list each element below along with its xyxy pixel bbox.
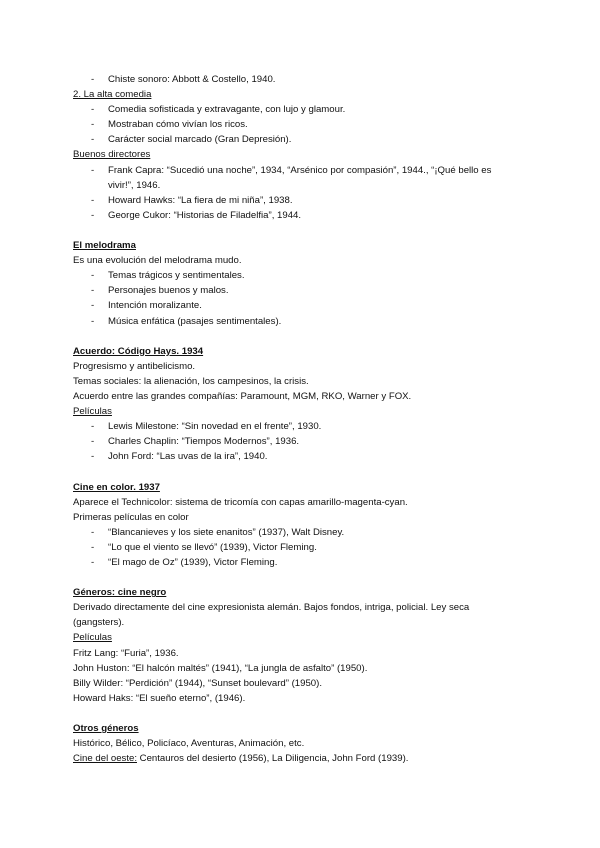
bullet-dash: - xyxy=(91,74,95,85)
subheading: Películas xyxy=(73,406,112,418)
bullet-item xyxy=(73,419,553,434)
bullet-item xyxy=(73,314,553,329)
section-heading: Géneros: cine negro xyxy=(73,587,167,599)
bullet-dash: - xyxy=(91,119,95,131)
bullet-dash: - xyxy=(91,164,95,176)
bullet-text: Carácter social marcado (Gran Depresión). xyxy=(108,134,292,146)
bullet-item xyxy=(73,163,553,193)
bullet-item xyxy=(73,449,553,464)
paragraph-line: Primeras películas en color xyxy=(73,511,189,523)
bullet-dash: - xyxy=(91,526,95,538)
bullet-text: Mostraban cómo vivían los ricos. xyxy=(108,119,248,131)
bullet-item xyxy=(73,132,553,147)
paragraph-line: Billy Wilder: “Perdición” (1944), “Sunset boulevard” (1950). xyxy=(73,677,323,689)
paragraph-line xyxy=(73,751,553,766)
bullet-text: “Lo que el viento se llevó” (1939), Victor Fleming. xyxy=(108,541,317,553)
bullet-text: Temas trágicos y sentimentales. xyxy=(108,270,245,282)
bullet-item xyxy=(73,283,553,298)
paragraph-line: Es una evolución del melodrama mudo. xyxy=(73,255,242,267)
section-heading: El melodrama xyxy=(73,240,136,252)
bullet-item xyxy=(73,102,553,117)
paragraph-line: Derivado directamente del cine expresionista alemán. Bajos fondos, intriga, policial. Ley seca xyxy=(73,602,470,614)
blank-line xyxy=(73,706,553,721)
bullet-dash: - xyxy=(91,557,95,568)
bullet-text: Chiste sonoro: Abbott & Costello, 1940. xyxy=(108,74,276,85)
bullet-dash: - xyxy=(91,285,95,297)
bullet-item xyxy=(73,298,553,313)
bullet-item xyxy=(73,555,553,570)
inline-subheading: Cine del oeste: xyxy=(73,753,137,765)
section-heading: Acuerdo: Código Hays. 1934 xyxy=(73,345,204,357)
bullet-text: Comedia sofisticada y extravagante, con lujo y glamour. xyxy=(108,104,346,116)
bullet-text: Charles Chaplin: “Tiempos Modernos”, 1936. xyxy=(108,436,300,448)
paragraph-text: Centauros del desierto (1956), La Diligencia, John Ford (1939). xyxy=(137,753,409,765)
bullet-text: Personajes buenos y malos. xyxy=(108,285,229,297)
bullet-dash: - xyxy=(91,209,95,221)
subheading: Películas xyxy=(73,632,112,644)
bullet-text: Howard Hawks: “La fiera de mi niña”, 1938. xyxy=(108,194,293,206)
bullet-text: John Ford: “Las uvas de la ira”, 1940. xyxy=(108,451,268,463)
paragraph-line: (gangsters). xyxy=(73,617,125,629)
bullet-item xyxy=(73,208,553,223)
bullet-item xyxy=(73,72,553,87)
blank-line xyxy=(73,464,553,479)
document-body xyxy=(73,72,553,766)
blank-line xyxy=(73,329,553,344)
paragraph-line: Temas sociales: la alienación, los campesinos, la crisis. xyxy=(73,375,309,387)
bullet-dash: - xyxy=(91,451,95,463)
bullet-text: George Cukor: “Historias de Filadelfia”, 1944. xyxy=(108,209,302,221)
bullet-text: “Blancanieves y los siete enanitos” (1937), Walt Disney. xyxy=(108,526,345,538)
bullet-dash: - xyxy=(91,300,95,312)
bullet-text: “El mago de Oz” (1939), Victor Fleming. xyxy=(108,557,278,568)
paragraph-line: Acuerdo entre las grandes compañías: Paramount, MGM, RKO, Warner y FOX. xyxy=(73,390,412,402)
bullet-text: Frank Capra: “Sucedió una noche”, 1934, “Arsénico por compasión”, 1944., “¡Qué bello es vivir!”, 1946. xyxy=(108,164,492,191)
blank-line xyxy=(73,570,553,585)
bullet-dash: - xyxy=(91,194,95,206)
bullet-dash: - xyxy=(91,104,95,116)
bullet-text: Lewis Milestone: “Sin novedad en el frente”, 1930. xyxy=(108,421,322,433)
bullet-dash: - xyxy=(91,315,95,327)
subheading: Buenos directores xyxy=(73,149,151,161)
paragraph-line: Aparece el Technicolor: sistema de tricomía con capas amarillo-magenta-cyan. xyxy=(73,496,408,508)
blank-line xyxy=(73,223,553,238)
bullet-item xyxy=(73,525,553,540)
section-heading: Otros géneros xyxy=(73,723,139,735)
subheading: 2. La alta comedia xyxy=(73,89,152,101)
bullet-item xyxy=(73,268,553,283)
bullet-dash: - xyxy=(91,541,95,553)
paragraph-line: Howard Haks: “El sueño eterno”, (1946). xyxy=(73,692,246,704)
bullet-dash: - xyxy=(91,421,95,433)
bullet-item xyxy=(73,540,553,555)
bullet-item xyxy=(73,434,553,449)
bullet-dash: - xyxy=(91,270,95,282)
paragraph-line: Histórico, Bélico, Policíaco, Aventuras, Animación, etc. xyxy=(73,738,305,750)
section-heading: Cine en color. 1937 xyxy=(73,481,160,493)
bullet-dash: - xyxy=(91,134,95,146)
paragraph-line: Fritz Lang: “Furia”, 1936. xyxy=(73,647,179,659)
paragraph-line: Progresismo y antibelicismo. xyxy=(73,360,196,372)
bullet-text: Intención moralizante. xyxy=(108,300,202,312)
bullet-item xyxy=(73,193,553,208)
bullet-item xyxy=(73,117,553,132)
bullet-text: Música enfática (pasajes sentimentales). xyxy=(108,315,282,327)
paragraph-line: John Huston: “El halcón maltés” (1941), “La jungla de asfalto” (1950). xyxy=(73,662,368,674)
bullet-dash: - xyxy=(91,436,95,448)
